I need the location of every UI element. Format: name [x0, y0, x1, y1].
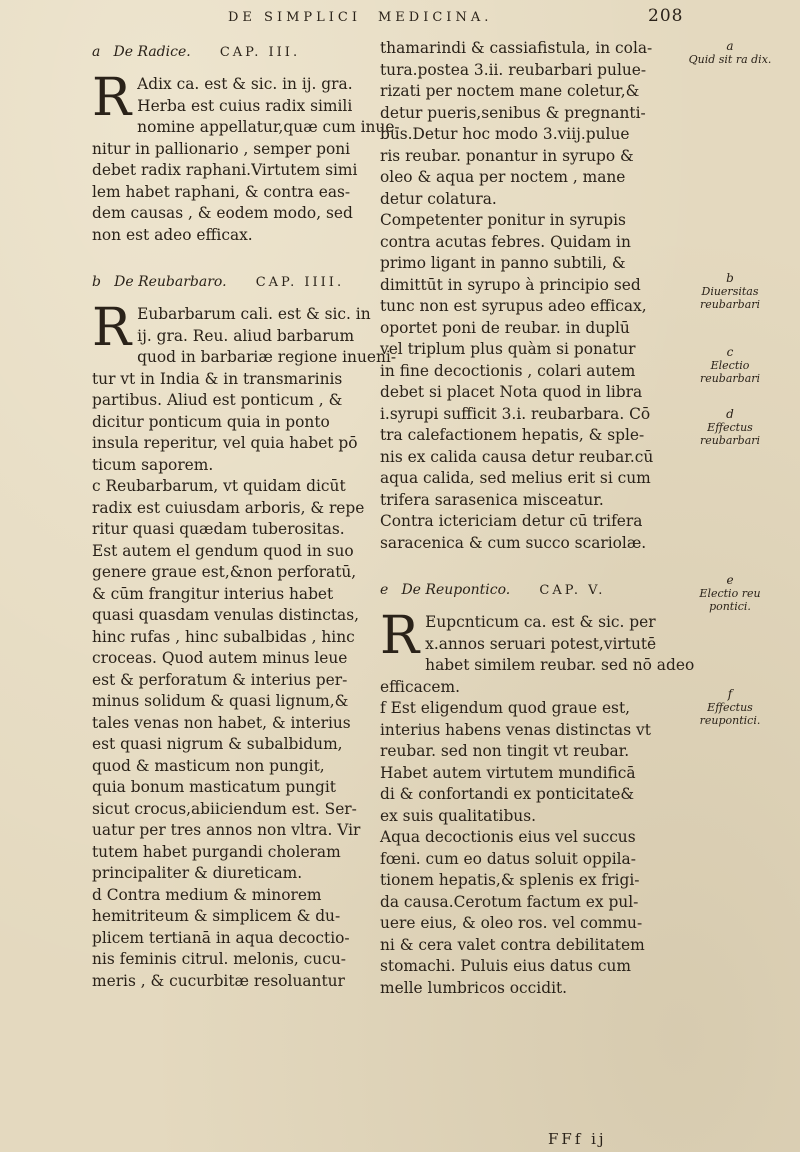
text-line: partibus. Aliud est ponticum , &: [92, 391, 343, 409]
text-line: oportet poni de reubar. in duplū: [380, 318, 630, 337]
margin-note: [680, 40, 780, 66]
text-line: uere eius, & oleo ros. vel commu-: [380, 914, 643, 932]
text-line: hemitriteum & simplicem & du-: [92, 907, 341, 925]
text-line: Habet autem virtutem mundificā: [380, 763, 636, 782]
note-letter: b: [726, 271, 734, 285]
text-line: lem habet raphani, & contra eas-: [92, 182, 351, 201]
text-line: non est adeo efficax.: [92, 225, 253, 244]
note-text: Diuersitas reubarbari: [699, 285, 761, 311]
text-line: plicem tertianā in aqua decoctio-: [92, 928, 350, 947]
chapter-number: CAP. IIII.: [255, 275, 345, 290]
text-line: ni & cera valet contra debilitatem: [380, 935, 645, 954]
folio-number: 208: [648, 6, 684, 26]
text-line: ij. gra. Reu. aliud barbarum: [137, 326, 355, 345]
text-line: ris reubar. ponantur in syrupo &: [380, 146, 634, 165]
text-line: principaliter & diureticam.: [92, 864, 303, 882]
text-line: fœni. cum eo datus soluit oppila-: [380, 849, 636, 868]
text-line: Aqua decoctionis eius vel succus: [380, 828, 636, 846]
text-line: bus.Detur hoc modo 3.viij.pulue: [380, 125, 630, 143]
note-letter: e: [726, 573, 734, 587]
text-line: efficacem.: [380, 677, 460, 696]
note-letter: f: [727, 687, 733, 701]
note-text: Effectus reupontici.: [699, 701, 761, 727]
note-letter: a: [726, 39, 734, 53]
text-line: habet similem reubar. sed nō adeo: [425, 656, 695, 674]
text-line: est & perforatum & interius per-: [92, 670, 348, 689]
text-line: ex suis qualitatibus.: [380, 806, 537, 825]
left-column: [92, 38, 400, 992]
chapter-title: De Radice.: [113, 44, 191, 60]
text-line: tura.postea 3.ii. reubarbari pulue-: [380, 60, 647, 79]
text-line: meris , & cucurbitæ resoluantur: [92, 971, 345, 990]
running-head-left: DE SIMPLICI: [228, 10, 361, 25]
text-line: x.annos seruari potest,virtutē: [425, 634, 657, 653]
chapter-heading-reupontico: [380, 582, 680, 598]
text-line: thamarindi & cassiafistula, in cola-: [380, 39, 653, 57]
note-letter: c: [726, 345, 734, 359]
text-line: quod & masticum non pungit,: [92, 756, 325, 775]
margin-note: [680, 574, 780, 613]
drop-cap: R: [380, 606, 420, 666]
text-line: primo ligant in panno subtili, &: [380, 254, 626, 272]
text-line: uatur per tres annos non vltra. Vir: [92, 821, 361, 839]
text-line: aqua calida, sed melius erit si cum: [380, 469, 651, 487]
text-line: quia bonum masticatum pungit: [92, 778, 336, 796]
chapter-title: De Reubarbaro.: [114, 274, 227, 290]
text-line: tales venas non habet, & interius: [92, 713, 351, 732]
text-line: tra calefactionem hepatis, & sple-: [380, 426, 645, 444]
text-line: oleo & aqua per noctem , mane: [380, 168, 626, 186]
drop-cap: R: [92, 68, 132, 128]
chapter-number: CAP. V.: [539, 583, 606, 598]
text-line: contra acutas febres. Quidam in: [380, 232, 631, 251]
text-line: c Reubarbarum, vt quidam dicūt: [92, 477, 346, 495]
text-line: est quasi nigrum & subalbidum,: [92, 735, 343, 753]
text-line: dimittūt in syrupo à principio sed: [380, 275, 641, 294]
text-line: sicut crocus,abiiciendum est. Ser-: [92, 799, 357, 818]
text-line: d Contra medium & minorem: [92, 885, 322, 904]
chapter-number: CAP. III.: [219, 45, 301, 60]
text-line: rizati per noctem mane coletur,&: [380, 82, 640, 100]
text-line: hinc rufas , hinc subalbidas , hinc: [92, 627, 355, 646]
text-line: debet si placet Nota quod in libra: [380, 383, 643, 401]
text-line: Herba est cuius radix simili: [137, 96, 353, 115]
chapter-title: De Reupontico.: [401, 582, 511, 598]
text-line: f Est eligendum quod graue est,: [380, 699, 631, 717]
text-line: detur colatura.: [380, 189, 497, 208]
note-text: Electio reubarbari: [699, 359, 761, 385]
text-line: radix est cuiusdam arboris, & repe: [92, 498, 365, 517]
note-text: Quid sit ra dix.: [688, 53, 772, 66]
chapter-text-reupontico: [380, 606, 695, 999]
text-line: nis feminis citrul. melonis, cucu-: [92, 950, 346, 968]
margin-note: [680, 346, 780, 385]
margin-key: e: [380, 582, 389, 598]
margin-note: [680, 272, 780, 311]
text-line: Est autem el gendum quod in suo: [92, 541, 354, 560]
text-line: i.syrupi sufficit 3.i. reubarbara. Cō: [380, 404, 651, 423]
text-line: tutem habet purgandi choleram: [92, 842, 341, 861]
text-line: & cūm frangitur interius habet: [92, 584, 334, 603]
text-line: tur vt in India & in transmarinis: [92, 369, 343, 388]
margin-key: b: [92, 274, 101, 290]
text-line: Eubarbarum cali. est & sic. in: [137, 305, 371, 323]
drop-cap: R: [92, 298, 132, 358]
text-line: melle lumbricos occidit.: [380, 978, 568, 997]
text-line: Competenter ponitur in syrupis: [380, 211, 626, 229]
chapter-heading-reubarbaro: [92, 274, 364, 290]
text-line: ticum saporem.: [92, 455, 214, 474]
text-line: vel triplum plus quàm si ponatur: [380, 340, 636, 358]
text-line: Adix ca. est & sic. in ij. gra.: [137, 75, 353, 93]
text-line: nitur in pallionario , semper poni: [92, 139, 351, 158]
text-line: tionem hepatis,& splenis ex frigi-: [380, 871, 640, 889]
text-line: saracenica & cum succo scariolæ.: [380, 533, 647, 552]
text-line: Eupcnticum ca. est & sic. per: [425, 613, 656, 631]
running-head: [0, 6, 800, 30]
text-line: nomine appellatur,quæ cum inue-: [137, 118, 400, 136]
text-line: in fine decoctionis , colari autem: [380, 361, 636, 380]
right-column: [380, 38, 695, 999]
chapter-heading-radice: [92, 44, 364, 60]
text-line: Contra ictericiam detur cū trifera: [380, 512, 643, 530]
text-line: trifera sarasenica misceatur.: [380, 490, 604, 509]
chapter-text-radice: [92, 68, 400, 246]
margin-key: a: [92, 44, 101, 60]
text-line: interius habens venas distinctas vt: [380, 720, 651, 739]
text-line: debet radix raphani.Virtutem simi: [92, 161, 358, 179]
text-line: da causa.Cerotum factum ex pul-: [380, 892, 639, 911]
text-line: tunc non est syrupus adeo efficax,: [380, 297, 647, 315]
text-line: reubar. sed non tingit vt reubar.: [380, 742, 630, 760]
text-line: di & confortandi ex ponticitate&: [380, 785, 635, 803]
text-line: genere graue est,&non perforatū,: [92, 563, 357, 581]
text-line: insula reperitur, vel quia habet pō: [92, 434, 358, 452]
signature-catchword: FFf ij: [548, 1130, 607, 1148]
text-line: dem causas , & eodem modo, sed: [92, 204, 353, 222]
margin-note: [680, 408, 780, 447]
chapter-text-reubarbaro: [92, 298, 397, 992]
note-text: Effectus reubarbari: [699, 421, 761, 447]
note-text: Electio reu pontici.: [699, 587, 761, 613]
text-line: dicitur ponticum quia in ponto: [92, 412, 330, 431]
margin-note: [680, 688, 780, 727]
note-letter: d: [726, 407, 734, 421]
running-head-right: MEDICINA.: [378, 10, 493, 25]
text-line: ritur quasi quædam tuberositas.: [92, 520, 345, 538]
text-line: minus solidum & quasi lignum,&: [92, 692, 349, 710]
text-line: stomachi. Puluis eius datus cum: [380, 957, 631, 975]
text-line: croceas. Quod autem minus leue: [92, 649, 348, 667]
continued-text-reubarbaro: [380, 38, 680, 554]
text-line: quod in barbariæ regione inueni-: [137, 348, 397, 366]
text-line: nis ex calida causa detur reubar.cū: [380, 447, 654, 466]
text-line: detur pueris,senibus & pregnanti-: [380, 103, 646, 122]
text-line: quasi quasdam venulas distinctas,: [92, 606, 359, 624]
